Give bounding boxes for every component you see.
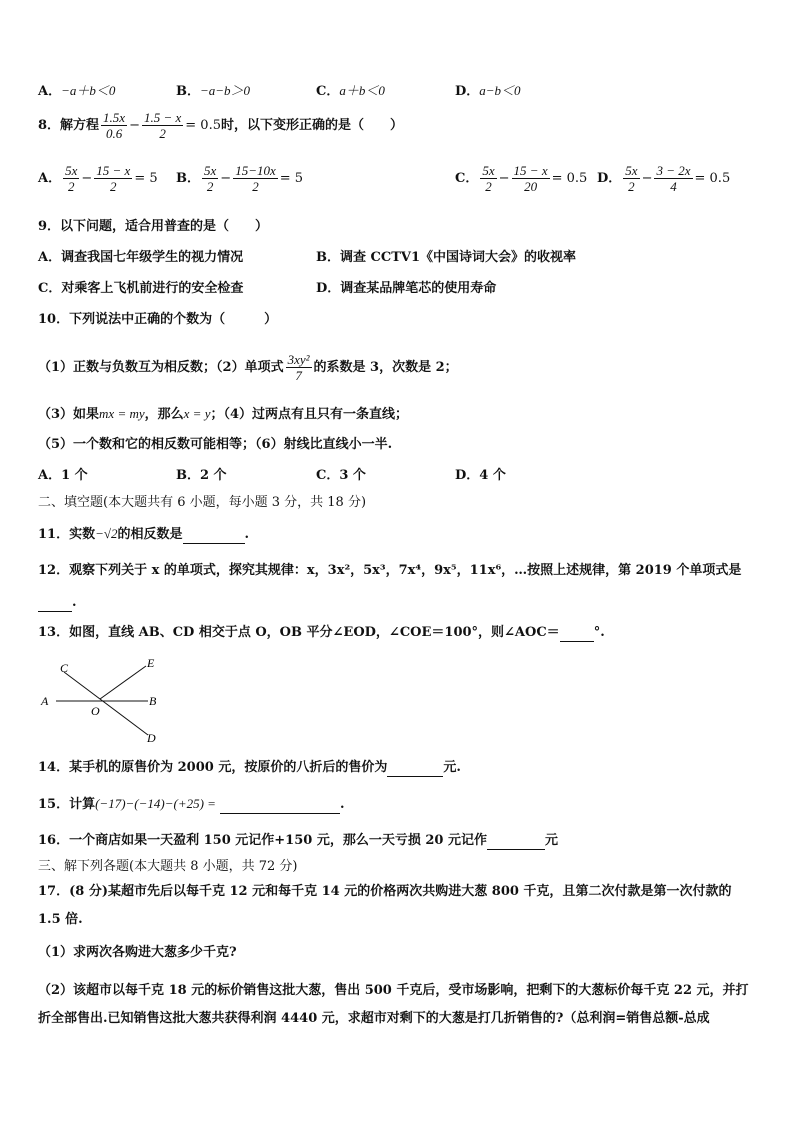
q9-option-a: A．调查我国七年级学生的视力情况 — [38, 250, 244, 265]
label-b: B — [149, 694, 157, 708]
label-e: E — [147, 656, 155, 670]
q9-option-b: B．调查 CCTV1《中国诗词大会》的收视率 — [316, 250, 577, 265]
q11-answer-blank[interactable] — [183, 529, 245, 544]
label-d: D — [147, 731, 156, 745]
q10-option-d: D．4 个 — [455, 468, 506, 483]
q17-paragraph-1: 17．(8 分)某超市先后以每千克 12 元和每千克 14 元的价格两次共购进大葱 800 千克，且第二次付款是第一次付款的 1.5 倍. — [38, 884, 732, 927]
label-a: A — [41, 694, 49, 708]
q14-answer-blank[interactable] — [387, 762, 443, 777]
q10-option-a: A．1 个 — [38, 468, 88, 483]
q8-option-a: A． $\frac{5x}{2}$ − $\frac{15 - x}{2}$ = 5 — [38, 163, 158, 194]
q10-statement-3-4: （3）如果mx = my，那么x = y；（4）过两点有且只有一条直线； — [38, 406, 409, 422]
q10-option-b: B．2 个 — [176, 468, 227, 483]
q9-option-c: C．对乘客上飞机前进行的安全检查 — [38, 281, 244, 296]
label-c: C — [60, 661, 69, 675]
label-o: O — [91, 704, 100, 718]
q9-stem: 9．以下问题，适合用普查的是（ ） — [38, 219, 269, 234]
q7-option-c: C．a＋b＜0 — [316, 83, 385, 99]
q8-option-d: D． $\frac{5x}{2}$ − $\frac{3 - 2x}{4}$ = 0.5 — [597, 163, 731, 194]
q14: 14．某手机的原售价为 2000 元，按原价的八折后的售价为 元. — [38, 760, 461, 775]
q7-option-a: A．−a＋b＜0 — [38, 83, 116, 99]
q9-option-d: D．调查某品牌笔芯的使用寿命 — [316, 281, 497, 296]
q13-figure — [38, 652, 178, 748]
q10-statement-5-6: （5）一个数和它的相反数可能相等；（6）射线比直线小一半. — [38, 437, 393, 452]
q12-line-1: 12．观察下列关于 x 的单项式，探究其规律：x，3x²，5x³，7x⁴，9x⁵，11x⁶，…按照上述规律，第 2019 个单项式是 — [38, 563, 742, 578]
q10-statement-1-2: （1）正数与负数互为相反数；（2）单项式 $\frac{\text{3xy²}}{7}$ 的系数是 3，次数是 2； — [38, 352, 458, 383]
q15-answer-blank[interactable] — [220, 799, 340, 814]
q8-option-c: C． $\frac{5x}{2}$ − $\frac{15 - x}{20}$ = 0.5 — [455, 163, 588, 194]
q11: 11．实数−√2的相反数是 . — [38, 526, 250, 542]
ray-oe — [100, 666, 146, 699]
q13-stem: 13．如图，直线 AB、CD 相交于点 O，OB 平分∠EOD，∠COE＝100°，则∠AOC＝ °. — [38, 625, 605, 640]
q10-stem: 10．下列说法中正确的个数为（ ） — [38, 312, 278, 327]
q10-option-c: C．3 个 — [316, 468, 366, 483]
section-3-heading: 三、解下列各题(本大题共 8 小题，共 72 分) — [38, 859, 298, 874]
line-cd — [64, 672, 148, 735]
q8-stem: 8．解方程 $\frac{1.5x}{0.6}$ − $\frac{1.5 - x}{2}$ = 0.5时，以下变形正确的是（ ） — [38, 110, 403, 141]
q12-line-2: . — [38, 594, 77, 612]
q8-option-b: B． $\frac{5x}{2}$ − $\frac{15-10x}{2}$ = 5 — [176, 163, 304, 194]
q17-question-1: （1）求两次各购进大葱多少千克? — [38, 945, 237, 960]
q7-option-d: D．a−b＜0 — [455, 83, 521, 99]
q12-answer-blank[interactable] — [38, 597, 72, 612]
section-2-heading: 二、填空题(本大题共有 6 小题，每小题 3 分，共 18 分) — [38, 495, 367, 510]
q16: 16．一个商店如果一天盈利 150 元记作+150 元，那么一天亏损 20 元记作 元 — [38, 833, 558, 848]
q15: 15．计算(−17)−(−14)−(+25) = . — [38, 796, 345, 812]
q13-answer-blank[interactable] — [560, 627, 594, 642]
q17-question-2: （2）该超市以每千克 18 元的标价销售这批大葱，售出 500 千克后，受市场影响，把剩下的大葱标价每千克 22 元，并打折全部售出.已知销售这批大葱共获得利润 4440 元，求超市对剩下的大葱是打几折销售的?（总利润=销售总额-总成 — [38, 983, 749, 1026]
q7-option-b: B．−a−b＞0 — [176, 83, 251, 99]
q16-answer-blank[interactable] — [487, 835, 545, 850]
